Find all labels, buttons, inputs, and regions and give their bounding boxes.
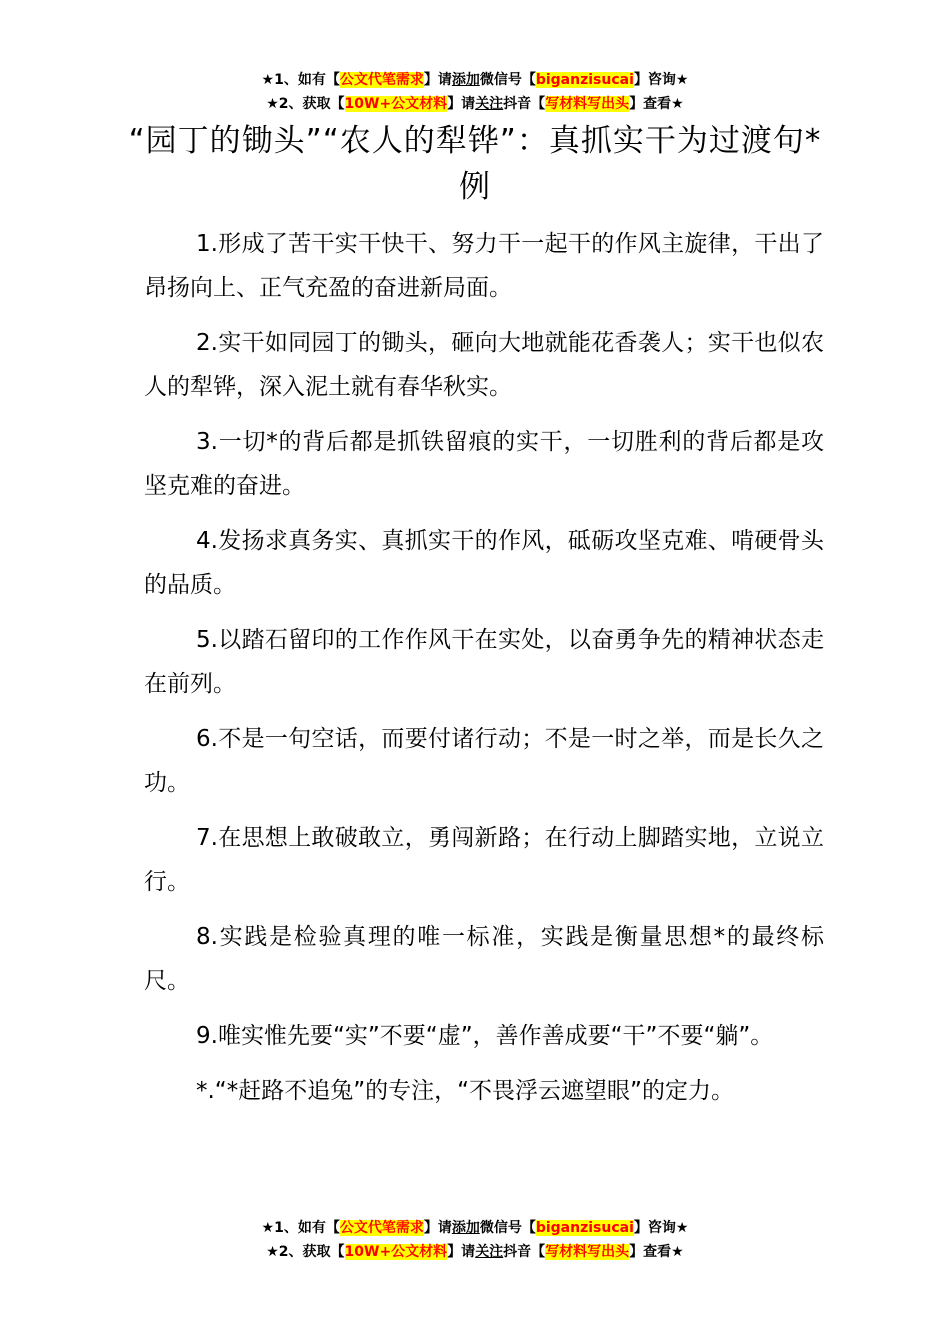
underlined-text: 添加 [451, 72, 480, 88]
banner-text: 抖音【 [503, 96, 546, 112]
banner-text: ★2、获取【 [266, 1244, 345, 1260]
highlight-wechat-id: biganzisucai [535, 1220, 634, 1236]
banner-text: ★1、如有【 [261, 72, 340, 88]
header-banner-line-1 [0, 68, 950, 92]
banner-text: 微信号【 [479, 1220, 536, 1236]
highlight-materials: 10W+公文材料 [344, 1244, 448, 1260]
highlight-wechat-id: biganzisucai [535, 72, 634, 88]
highlight-service: 公文代笔需求 [339, 72, 424, 88]
banner-text: 】查看★ [629, 96, 684, 112]
header-banner [0, 68, 950, 116]
underlined-text: 关注 [475, 96, 504, 112]
document-title: “园丁的锄头”“农人的犁铧”：真抓实干为过渡句*例 [128, 123, 822, 205]
highlight-douyin-account: 写材料写出头 [545, 1244, 630, 1260]
list-item: 2.实干如同园丁的锄头，砸向大地就能花香袭人；实干也似农人的犁铧，深入泥土就有春华秋实。 [144, 330, 824, 400]
list-item: 7.在思想上敢破敢立，勇闯新路；在行动上脚踏实地，立说立行。 [144, 825, 824, 895]
banner-text: 】请 [447, 1244, 476, 1260]
banner-text: 】咨询★ [633, 72, 689, 88]
banner-text: 抖音【 [503, 1244, 546, 1260]
footer-banner-line-2 [0, 1240, 950, 1264]
list-item: 1.形成了苦干实干快干、努力干一起干的作风主旋律，干出了昂扬向上、正气充盈的奋进新局面。 [144, 231, 824, 301]
list-item: *.“*赶路不追兔”的专注，“不畏浮云遮望眼”的定力。 [196, 1078, 734, 1104]
underlined-text: 关注 [475, 1244, 504, 1260]
banner-text: 微信号【 [479, 72, 536, 88]
list-item: 6.不是一句空话，而要付诸行动；不是一时之举，而是长久之功。 [144, 726, 824, 796]
list-item: 9.唯实惟先要“实”不要“虚”，善作善成要“干”不要“躺”。 [196, 1023, 774, 1049]
document-body [144, 222, 824, 1124]
footer-banner [0, 1216, 950, 1264]
list-item: 4.发扬求真务实、真抓实干的作风，砥砺攻坚克难、啃硬骨头的品质。 [144, 528, 824, 598]
banner-text: ★2、获取【 [266, 96, 345, 112]
highlight-douyin-account: 写材料写出头 [545, 96, 630, 112]
highlight-service: 公文代笔需求 [339, 1220, 424, 1236]
header-banner-line-2 [0, 92, 950, 116]
list-item: 3.一切*的背后都是抓铁留痕的实干，一切胜利的背后都是攻坚克难的奋进。 [144, 429, 824, 499]
banner-text: ★1、如有【 [261, 1220, 340, 1236]
underlined-text: 添加 [451, 1220, 480, 1236]
banner-text: 】请 [447, 96, 476, 112]
list-item: 5.以踏石留印的工作作风干在实处，以奋勇争先的精神状态走在前列。 [144, 627, 824, 697]
list-item: 8.实践是检验真理的唯一标准，实践是衡量思想*的最终标尺。 [144, 924, 824, 994]
highlight-materials: 10W+公文材料 [344, 96, 448, 112]
banner-text: 】请 [423, 72, 452, 88]
footer-banner-line-1 [0, 1216, 950, 1240]
banner-text: 】请 [423, 1220, 452, 1236]
banner-text: 】查看★ [629, 1244, 684, 1260]
banner-text: 】咨询★ [633, 1220, 689, 1236]
